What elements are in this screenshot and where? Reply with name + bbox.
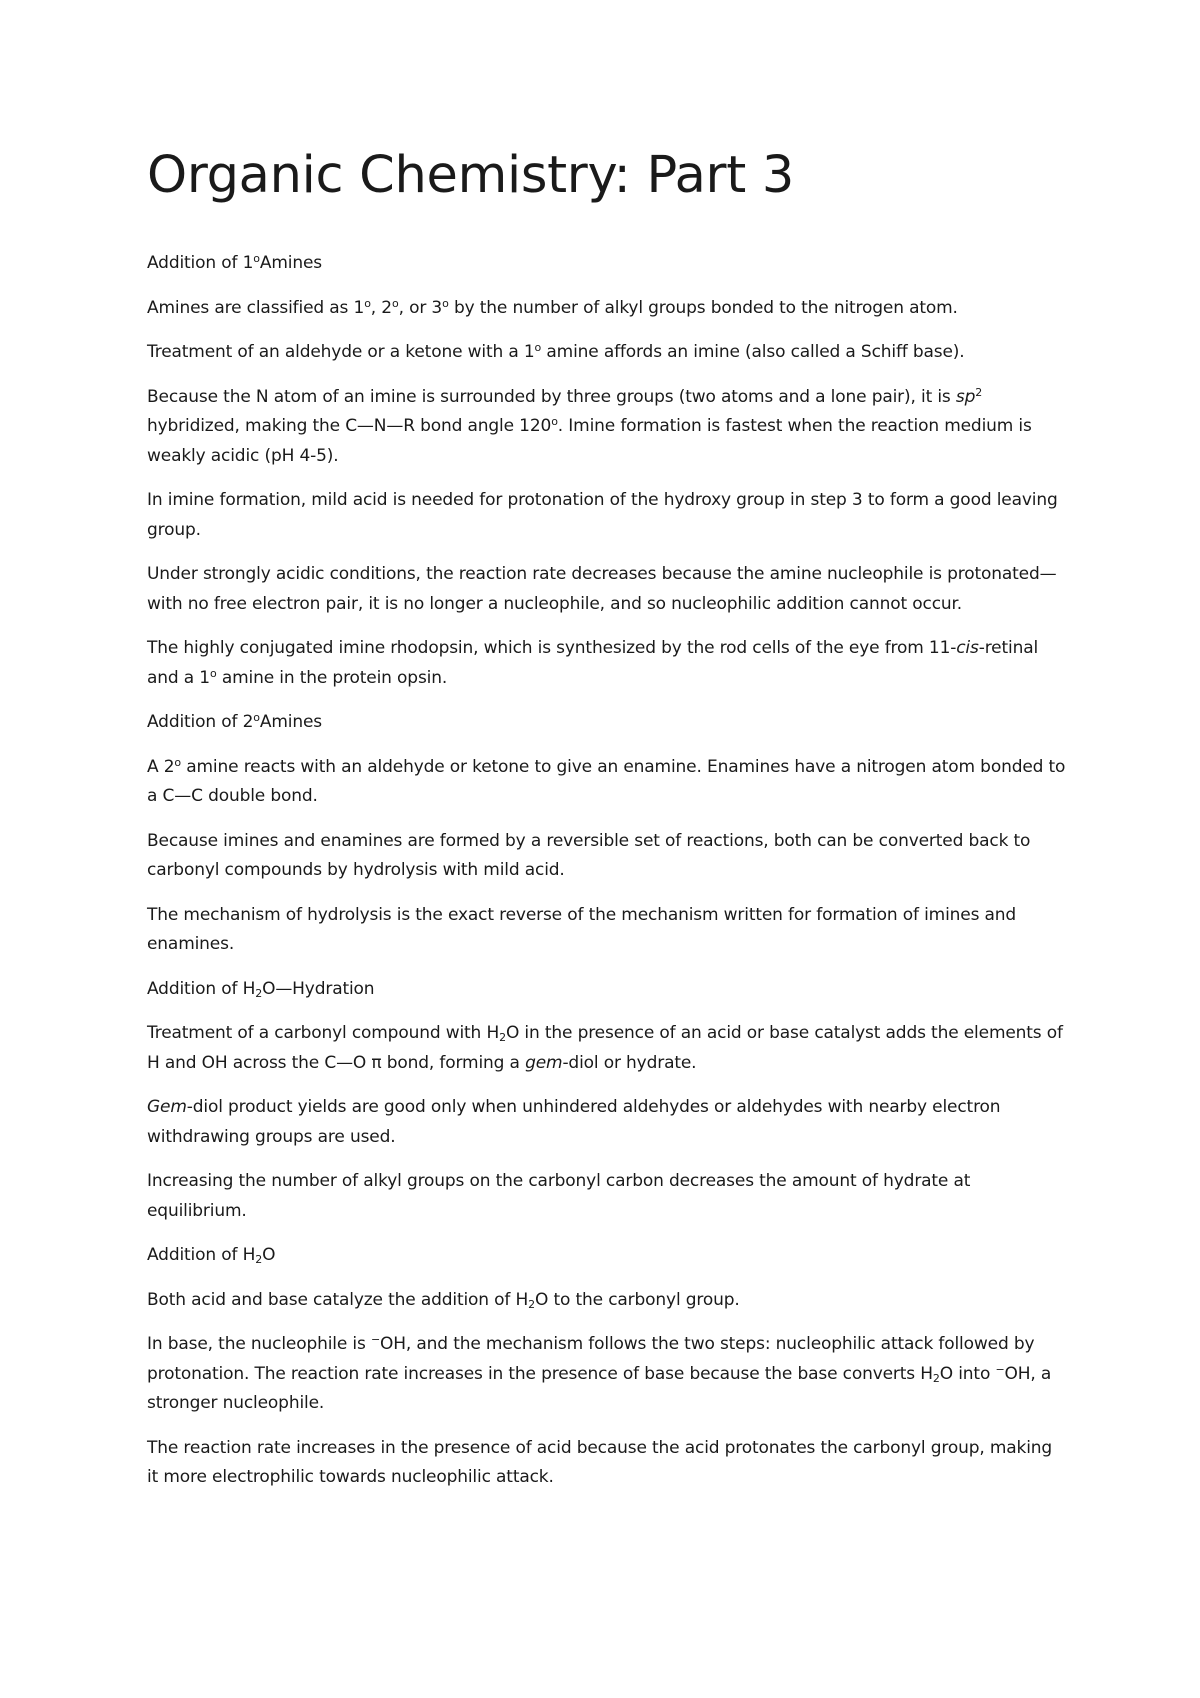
paragraph: The highly conjugated imine rhodopsin, which is synthesized by the rod cells of the eye from 11-cis-retinal and a 1$^o$ amine in the protein opsin. (147, 638, 1039, 688)
paragraph: In imine formation, mild acid is needed for protonation of the hydroxy group in step 3 to form a good leaving group. (147, 490, 1058, 540)
paragraph: Because imines and enamines are formed by a reversible set of reactions, both can be converted back to carbonyl compounds by hydrolysis with mild acid. (147, 830, 1031, 880)
paragraph: Addition of $H_2O—Hydration$ (147, 978, 375, 1000)
paragraph: In base, the nucleophile is −OH, and the mechanism follows the two steps: nucleophilic attack followed by protonation. The reaction rate increases in the presence of base because the base converts $H_2O$ into −OH, a stronger nucleophile. (147, 1333, 1052, 1413)
paragraph: Addition of 2$^o$Amines (147, 711, 322, 732)
paragraph: Both acid and base catalyze the addition of $H_2O$ to the carbonyl group. (147, 1289, 740, 1311)
paragraph: Addition of $H_2O$ (147, 1245, 276, 1266)
paragraph: Increasing the number of alkyl groups on the carbonyl carbon decreases the amount of hydrate at equilibrium. (147, 1171, 971, 1221)
paragraph: The mechanism of hydrolysis is the exact reverse of the mechanism written for formation of imines and enamines. (147, 904, 1017, 954)
paragraph: Gem-diol product yields are good only when unhindered aldehydes or aldehydes with nearby electron withdrawing groups are used. (147, 1097, 1001, 1147)
paragraph: Treatment of a carbonyl compound with $H_2O$ in the presence of an acid or base catalyst adds the elements of H and OH across the C—O π bond, forming a gem-diol or hydrate. (147, 1023, 1063, 1073)
paragraph: A 2$^o$ amine reacts with an aldehyde or ketone to give an enamine. Enamines have a nitrogen atom bonded to a C—C double bond. (147, 755, 1066, 806)
paragraph: Amines are classified as 1$^o$, 2$^o$, or 3$^o$ by the number of alkyl groups bonded to the nitrogen atom. (147, 296, 958, 318)
document-page (147, 138, 1067, 1508)
paragraph: Treatment of an aldehyde or a ketone with a 1$^o$ amine affords an imine (also called a Schiff base). (147, 341, 965, 362)
paragraph: Because the N atom of an imine is surrounded by three groups (two atoms and a lone pair), it is $sp^2$ hybridized, making the C—N—R bond angle 120$^o$. Imine formation is fastest when the reaction medium is weakly acidic (pH 4-5). (147, 385, 1032, 466)
paragraph: Addition of 1$^o$Amines (147, 252, 322, 273)
document-body (147, 249, 1067, 1493)
paragraph: The reaction rate increases in the presence of acid because the acid protonates the carbonyl group, making it more electrophilic towards nucleophilic attack. (147, 1437, 1053, 1487)
document-title: Organic Chemistry: Part 3 (147, 146, 794, 205)
paragraph: Under strongly acidic conditions, the reaction rate decreases because the amine nucleophile is protonated—with no free electron pair, it is no longer a nucleophile, and so nucleophilic addition cannot occur. (147, 564, 1057, 614)
